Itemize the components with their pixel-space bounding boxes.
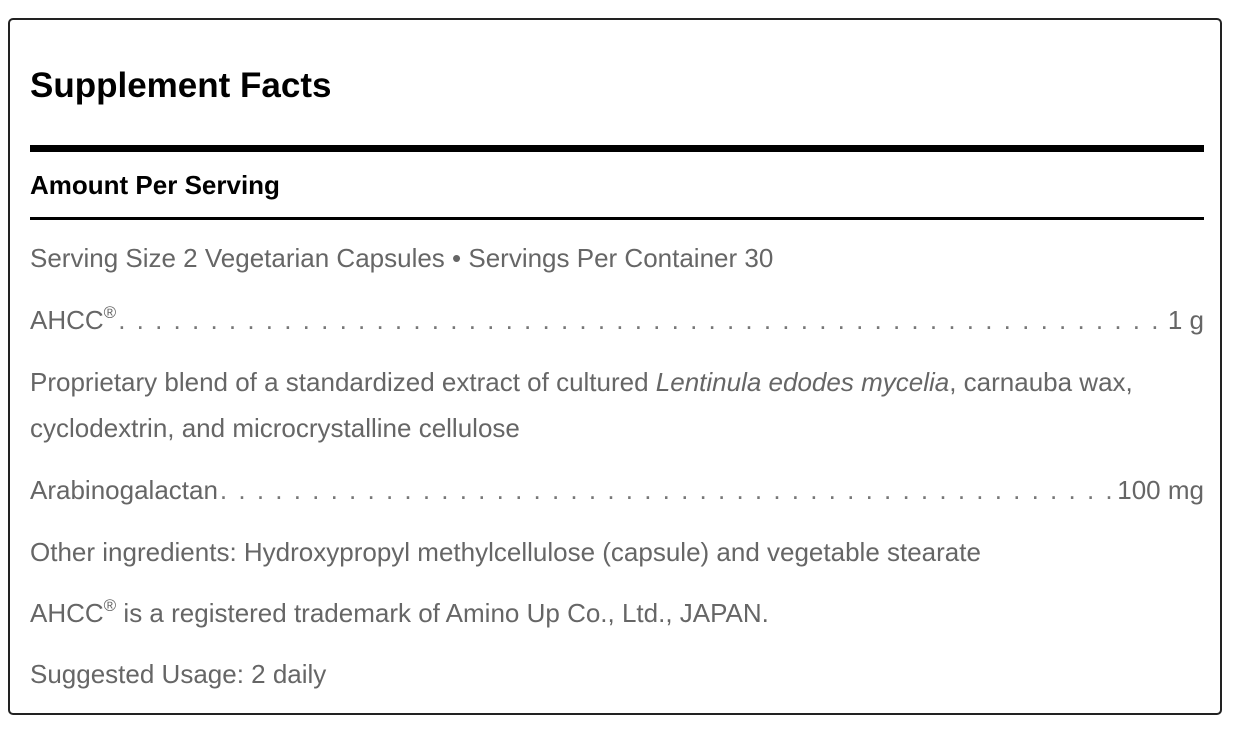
- species-name: Lentinula edodes mycelia: [655, 367, 950, 397]
- registered-mark: ®: [103, 303, 117, 322]
- supplement-facts-panel: [8, 18, 1222, 715]
- proprietary-blend-description: Proprietary blend of a standardized extract of cultured Lentinula edodes mycelia, carnauba wax, cyclodextrin, and microcrystalline cellulose: [30, 367, 1133, 443]
- thick-divider: [30, 145, 1204, 152]
- amount-per-serving-heading: Amount Per Serving: [30, 170, 280, 200]
- ingredient-row-arabinogalactan: [30, 467, 1204, 513]
- panel-title: Supplement Facts: [30, 66, 332, 105]
- suggested-usage-line: Suggested Usage: 2 daily: [30, 659, 327, 689]
- thin-divider: [30, 217, 1204, 220]
- dot-leader: [118, 297, 1166, 343]
- ingredient-row-ahcc: [30, 297, 1204, 343]
- trademark-notice: AHCC® is a registered trademark of Amino Up Co., Ltd., JAPAN.: [30, 596, 769, 628]
- other-ingredients-line: Other ingredients: Hydroxypropyl methylcellulose (capsule) and vegetable stearate: [30, 537, 981, 567]
- ingredient-name: Arabinogalactan: [30, 475, 218, 505]
- ingredient-name: AHCC®: [30, 303, 117, 335]
- ingredient-amount: 100 mg: [1117, 475, 1204, 505]
- ingredient-amount: 1 g: [1167, 305, 1204, 335]
- registered-mark: ®: [103, 596, 117, 615]
- dot-leader: [220, 467, 1115, 513]
- serving-size-line: Serving Size 2 Vegetarian Capsules • Servings Per Container 30: [30, 243, 774, 273]
